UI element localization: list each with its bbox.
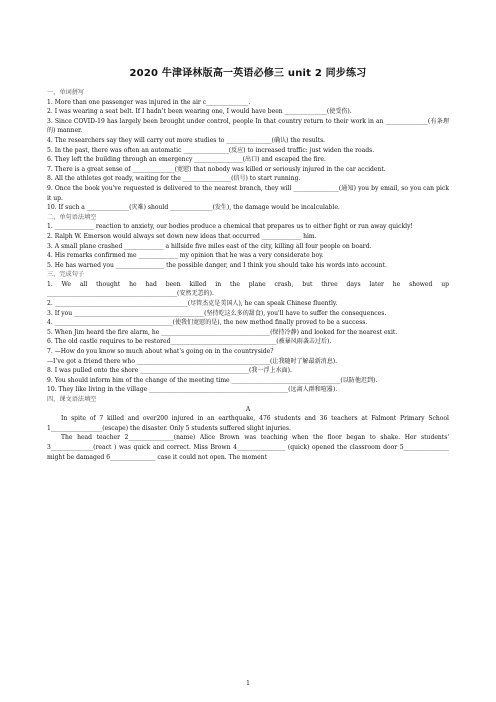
section-heading: 三、完成句子 xyxy=(47,271,85,279)
section-heading: 四、课文语法填空 xyxy=(47,396,97,403)
exercise-item: 10. They like living in the village ______________________________________________(远离人群和喧嚣). xyxy=(47,386,338,394)
exercise-item: 9. Once the book you've requested is delivered to the nearest branch, they will _______________(通知) you by email, so you can pick it up. xyxy=(47,184,451,202)
exercise-item: 2. I was wearing a seat belt. If I hadn’t been wearing one, I would have been ______________(使受伤). xyxy=(47,108,352,116)
passage-paragraph: In spite of 7 killed and over200 injured in an earthquake, 476 students and 36 teachers at Falmont Primary School 1_________________(escape) the disaster. Only 5 students suffered slight injuries. xyxy=(47,415,451,432)
exercise-item: 5. When Jim heard the fire alarm, he ____________________________________(保持冷静) and looked for the nearest exit. xyxy=(47,328,398,336)
exercise-item: 4. His remarks confirmed me _____________ my opinion that he was a very considerate boy. xyxy=(47,252,324,260)
section-complete-sentences xyxy=(47,270,449,395)
exercise-item: 1. More than one passenger was injured in the air c______________. xyxy=(47,98,251,106)
exercise-item: 7. —How do you know so much about what's going on in the countryside? xyxy=(47,348,274,356)
exercise-item: —I’ve got a friend there who ____________________________________________(让我随时了解最新消息). xyxy=(47,357,338,365)
exercise-item: 5. In the past, there was often an automatic _______________(反应) to increased traffic: just widen the roads. xyxy=(47,146,375,154)
exercise-item: 8. All the athletes got ready, waiting for the ________________(信号) to start running. xyxy=(47,175,301,183)
exercise-item: 3. If you ___________________________________________(坚持吃这么多的甜食), you'll have to suffer the consequences. xyxy=(47,309,387,317)
section-grammar-fill xyxy=(47,213,449,271)
passage-label: A xyxy=(245,405,251,413)
section-heading: 二、单句语法填空 xyxy=(47,213,97,221)
worksheet-body xyxy=(47,88,449,462)
exercise-item: 2. Ralph W. Emerson would always set down new ideas that occurred _____________ him. xyxy=(47,232,317,240)
passage-paragraph: The head teacher 2_______________(name) Alice Brown was teaching when the floor began to shake. Her students' 3______________(react ) was quick and correct. Miss Brown 4________________ (quick) opened the classroom door 5_______________ might be damaged 6_______________ case it could not open. The moment xyxy=(47,434,451,461)
exercise-item: 6. The old castle requires to be restored___________________________________(被暴风雨袭击过后). xyxy=(47,338,332,346)
exercise-item: 4. _______________________________________(使我们宽慰的是), the new method finally proved to be a success. xyxy=(47,319,368,327)
page-title: 2020 牛津译林版高一英语必修三 unit 2 同步练习 xyxy=(129,68,367,79)
exercise-item: 7. There is a great sense of ______________(宽慰) that nobody was killed or seriously injured in the car accident. xyxy=(47,165,386,173)
exercise-item: 4. The researchers say they will carry out more studies to _______________(确认) the results. xyxy=(47,136,326,144)
exercise-item: 10. If such a ______________(灾难) should ______________(发生), the damage would be incalculable. xyxy=(47,204,340,212)
exercise-item: 1. We all thought he had been killed in the plane crash, but three days later he showed up ___________________________________________(安然无恙的). xyxy=(47,280,451,298)
exercise-item: 9. You should inform him of the change of the meeting time ____________________________________(以防他迟到). xyxy=(47,376,378,384)
page-number: 1 xyxy=(246,680,250,687)
exercise-item: 1. _____________ reaction to anxiety, our bodies produce a chemical that prepares us to either fight or run away quickly! xyxy=(47,223,413,231)
exercise-item: 5. He has warned you ________________ the possible danger, and I think you should take his words into account. xyxy=(47,261,387,269)
section-passage-fill xyxy=(47,395,449,462)
section-word-spelling xyxy=(47,88,449,213)
section-heading: 一、单词拼写 xyxy=(47,89,85,96)
exercise-item: 6. They left the building through an emergency ________________(出口) and escaped the fire. xyxy=(47,156,326,164)
exercise-item: 8. I was pulled onto the shore ____________________________________(我一浮上水面). xyxy=(47,367,292,375)
exercise-item: 3. A small plane crashed _____________ a hillside five miles east of the city, killing all four people on board. xyxy=(47,242,372,250)
exercise-item: 3. Since COVID-19 has largely been brought under control, people In that country return to their work in an ______________(有条理的) manner. xyxy=(47,117,449,135)
exercise-item: 2. ____________________________________________(尽管杰克是美国人), he can speak Chinese fluently. xyxy=(47,300,338,308)
